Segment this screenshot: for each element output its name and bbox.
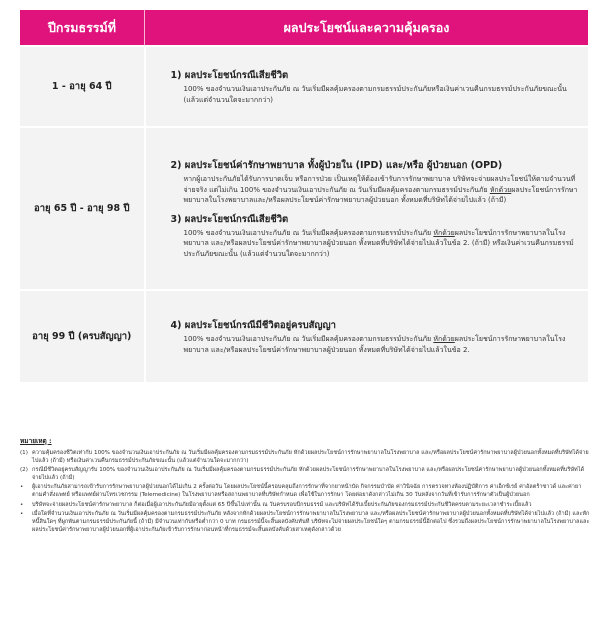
remark-text: เมื่อใดที่จำนวนเงินเอาประกันภัย ณ วันเริ่มมีผลคุ้มครองตามกรมธรรม์ประกันภัย หลังจากหักด้วยผลประโยชน์การรักษาพยาบาลในโรงพยาบาล และ/หรือผลประโยชน์ค่ารักษาพยาบาลผู้ป่วยนอกทั้งหมดที่บริษัทได้จ่ายไปแล้ว (ถ้ามี) และหักหนี้สินใดๆ ที่ผูกพันตามกรมธรรม์ประกันภัยนี้ (ถ้ามี) มีจำนวนเท่ากับหรือต่ำกว่า 0 บาท กรมธรรม์นี้จะสิ้นผลบังคับทันที บริษัทจะไม่จ่ายผลประโยชน์ใดๆ ตามกรมธรรม์นี้อีกต่อไป ซึ่งรวมถึงผลประโยชน์การรักษาพยาบาลในโรงพยาบาลและผลประโยชน์ค่ารักษาพยาบาลผู้ป่วยนอกที่ผู้เอาประกันภัยเข้ารับการรักษาก่อนหน้าที่กรมธรรม์จะสิ้นผลบังคับด้วยสาเหตุดังกล่าวด้วย: [32, 510, 590, 533]
benefits-table: [20, 10, 588, 382]
remark-marker: (1): [20, 450, 28, 456]
deduct-underline: หักด้วย: [433, 335, 455, 343]
benefit-cell: [145, 46, 589, 127]
benefit-block: [171, 69, 581, 105]
benefit-description: [184, 174, 581, 206]
benefit-title: 3) ผลประโยชน์กรณีเสียชีวิต: [170, 213, 289, 225]
benefit-title: 1) ผลประโยชน์กรณีเสียชีวิต: [170, 70, 289, 81]
remark-text: ความคุ้มครองชีวิตเท่ากับ 100% ของจำนวนเงินเอาประกันภัย ณ วันเริ่มมีผลคุ้มครองตามกรมธรรม์ประกันภัย หักด้วยผลประโยชน์การรักษาพยาบาลในโรงพยาบาล และ/หรือผลประโยชน์ค่ารักษาพยาบาลผู้ป่วยนอกทั้งหมดที่บริษัทได้จ่ายไปแล้ว (ถ้ามี) หรือเงินค่าเวนคืนกรมธรรม์ประกันภัยขณะนั้น (แล้วแต่จำนวนใดจะมากกว่า): [32, 450, 589, 465]
remark-text: กรณีมีชีวิตอยู่ครบสัญญารับ 100% ของจำนวนเงินเอาประกันภัย ณ วันเริ่มมีผลคุ้มครองตามกรมธรรม์ประกันภัย หักด้วยผลประโยชน์การรักษาพยาบาลในโรงพยาบาล และ/หรือผลประโยชน์ค่ารักษาพยาบาลผู้ป่วยนอกทั้งหมดที่บริษัทได้จ่ายไปแล้ว (ถ้ามี): [32, 467, 585, 482]
remarks-title: หมายเหตุ :: [20, 437, 52, 445]
benefit-cell: [145, 290, 589, 382]
table-row: [20, 127, 588, 290]
benefit-description: 100% ของจำนวนเงินเอาประกันภัย ณ วันเริ่มมีผลคุ้มครองตามกรมธรรม์ประกันภัยหรือเงินค่าเวนคืนกรมธรรม์ประกันภัยขณะนั้น (แล้วแต่จำนวนใดจะมากกว่า): [183, 85, 567, 104]
deduct-underline: หักด้วย: [489, 185, 512, 194]
remark-bullet: •: [20, 484, 24, 491]
benefit-block: [171, 213, 581, 260]
remarks-section: [20, 436, 590, 535]
remark-bullet: •: [20, 510, 24, 517]
remark-item: [20, 449, 590, 465]
remark-bullet: •: [20, 501, 24, 508]
header-benefits: ผลประโยชน์และความคุ้มครอง: [145, 10, 589, 46]
benefit-title: 4) ผลประโยชน์กรณีมีชีวิตอยู่ครบสัญญา: [170, 320, 336, 331]
benefit-title: 2) ผลประโยชน์ค่ารักษาพยาบาล ทั้งผู้ป่วยใน (IPD) และ/หรือ ผู้ป่วยนอก (OPD): [170, 160, 503, 171]
age-range: อายุ 99 ปี (ครบสัญญา): [20, 290, 145, 382]
remark-item: [20, 483, 590, 499]
header-policy-year: ปีกรมธรรม์ที่: [20, 10, 145, 46]
desc-text: ผลประโยชน์การรักษาพยาบาลในโรงพยาบาล และ/หรือผลประโยชน์ค่ารักษาพยาบาลผู้ป่วยนอก ทั้งหมดที่บริษัทได้จ่ายไปแล้วในข้อ 2. (ถ้ามี) หรือเงินค่าเวนคืนกรมธรรม์ประกันภัยขณะนั้น (แล้วแต่จำนวนใดจะมากกว่า): [183, 228, 574, 258]
remark-text: ผู้เอาประกันภัยสามารถเข้ารับการรักษาพยาบาลผู้ป่วยนอกได้ไม่เกิน 2 ครั้งต่อวัน โดยผลประโยชน์นี้ครอบคลุมถึงการรักษาที่จากยาหน้าบัด กิจกรรมบำบัด ค่าวินิจฉัย การตรวจทางห้องปฏิบัติการ ค่าเอ็กซ์เรย์ ค่าอัลตร้าซาวด์ และค่ายา ตามคำสั่งแพทย์ หรือแพทย์ผ่านโทรเวชกรรม (Telemedicine) ในโรงพยาบาลหรือสถานพยาบาลที่บริษัทกำหนด เพื่อใช้ในการรักษา โดยต่อยาดังกล่าวไม่เกิน 30 วันหลังจากวันที่เข้ารับการรักษาตัวเป็นผู้ป่วยนอก: [32, 484, 582, 499]
remark-item: [20, 501, 590, 509]
remark-text: บริษัทจะจ่ายผลประโยชน์ค่ารักษาพยาบาล ก็ต่อเมื่อผู้เอาประกันภัยมีอายุตั้งแต่ 65 ปีขึ้นไปเท่านั้น ณ วันครบรอบปีกรมธรรม์ และบริษัทได้รับเบี้ยประกันภัยของกรมธรรม์ประกันชีวิตครบตามระยะเวลาชำระเบี้ยแล้ว: [32, 501, 532, 508]
benefit-description: [184, 228, 581, 260]
table-row: [20, 46, 588, 127]
table-row: [20, 290, 588, 382]
benefit-cell: [145, 127, 589, 290]
benefit-block: [171, 319, 581, 355]
desc-text: 100% ของจำนวนเงินเอาประกันภัย ณ วันเริ่มมีผลคุ้มครองตามกรมธรรม์ประกันภัย: [183, 335, 434, 343]
deduct-underline: หักด้วย: [433, 228, 455, 237]
remark-item: [20, 510, 590, 534]
remark-item: [20, 466, 590, 482]
desc-text: ผลประโยชน์การรักษาพยาบาลในโรงพยาบาล และ/หรือผลประโยชน์ค่ารักษาพยาบาลผู้ป่วยนอก ทั้งหมดที่บริษัทได้จ่ายไปแล้วในข้อ 2.: [183, 335, 566, 354]
table-header-row: [20, 10, 588, 46]
benefit-description: [184, 334, 581, 355]
age-range: อายุ 65 ปี - อายุ 98 ปี: [20, 127, 145, 290]
age-range: 1 - อายุ 64 ปี: [20, 46, 145, 127]
benefit-block: [171, 159, 581, 206]
desc-text: หากผู้เอาประกันภัยได้รับการบาดเจ็บ หรือการป่วย เป็นเหตุให้ต้องเข้ารับการรักษาพยาบาล บริษัทจะจ่ายผลประโยชน์ให้ตามจำนวนที่จ่ายจริง แต่ไม่เกิน 100% ของจำนวนเงินเอาประกันภัย ณ วันเริ่มมีผลคุ้มครองตามกรมธรรม์ประกันภัย: [183, 175, 576, 194]
desc-text: 100% ของจำนวนเงินเอาประกันภัย ณ วันเริ่มมีผลคุ้มครองตามกรมธรรม์ประกันภัย: [183, 228, 434, 237]
remark-marker: (2): [20, 467, 28, 474]
desc-text: ผลประโยชน์การรักษาพยาบาลในโรงพยาบาลและ/หรือผลประโยชน์ค่ารักษาพยาบาลผู้ป่วยนอก ทั้งหมดที่บริษัทได้จ่ายไปแล้ว (ถ้ามี): [183, 185, 578, 204]
